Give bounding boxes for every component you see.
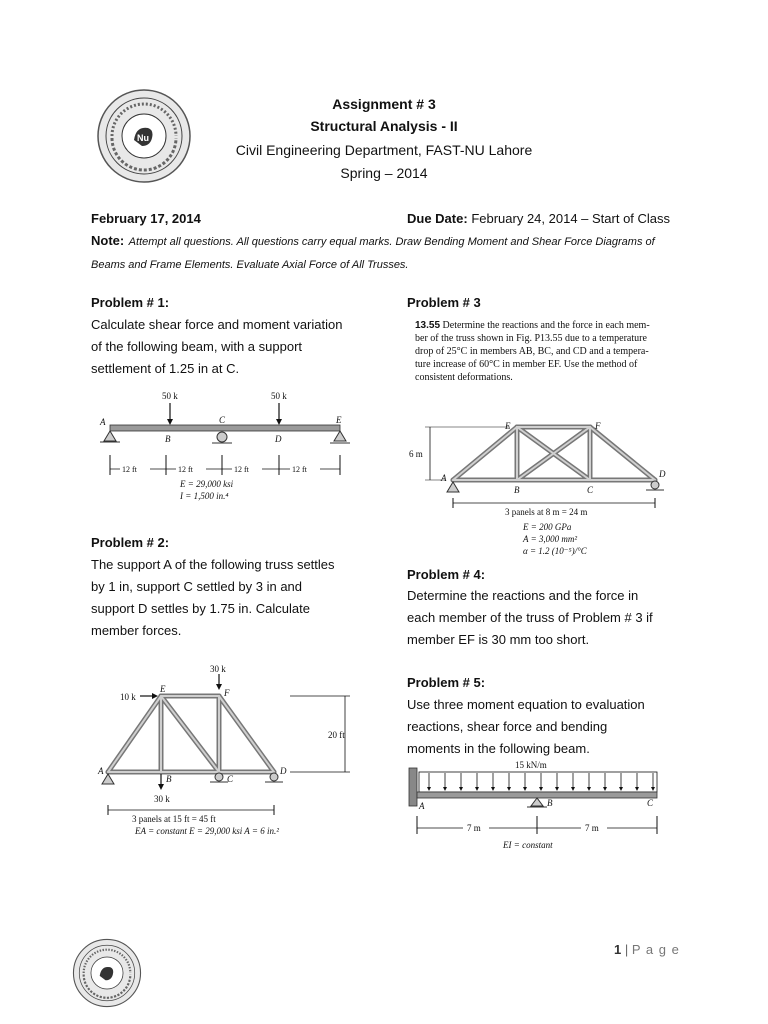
problem5-line: moments in the following beam. <box>407 741 590 756</box>
p3-prop: A = 3,000 mm² <box>523 534 578 544</box>
p3-node-label: A <box>441 473 447 483</box>
p3-height-label: 6 m <box>409 449 423 459</box>
problem2-line: member forces. <box>91 623 182 638</box>
problem4-line: each member of the truss of Problem # 3 if <box>407 610 653 625</box>
p2-props-label: EA = constant E = 29,000 ksi A = 6 in.² <box>135 826 279 836</box>
problem3-line: ber of the truss shown in Fig. P13.55 due to a temperature <box>415 333 647 344</box>
p5-props-label: EI = constant <box>503 840 553 850</box>
due-date-value: February 24, 2014 – Start of Class <box>471 211 671 226</box>
problem2-heading: Problem # 2: <box>91 535 170 550</box>
p2-node-label: F <box>224 688 230 698</box>
p2-height-label: 20 ft <box>328 730 345 740</box>
due-date-label: Due Date: <box>407 211 468 226</box>
problem5-line: reactions, shear force and bending <box>407 719 608 734</box>
problem3-line: ture increase of 60°C in member EF. Use the method of <box>415 359 638 370</box>
problem2-line: support D settles by 1.75 in. Calculate <box>91 601 310 616</box>
p1-prop: E = 29,000 ksi <box>180 479 234 489</box>
p1-node-label: D <box>275 434 282 444</box>
page-number: 1 <box>614 942 622 957</box>
course-title: Structural Analysis - II <box>310 118 458 134</box>
p1-node-label: B <box>165 434 171 444</box>
p3-node-label: E <box>505 421 511 431</box>
p2-panels-label: 3 panels at 15 ft = 45 ft <box>132 814 216 824</box>
problem5-text <box>407 694 678 760</box>
issue-date: February 17, 2014 <box>91 211 201 226</box>
p3-node-label: B <box>514 485 520 495</box>
p2-node-label: C <box>227 774 234 784</box>
problem3-text <box>415 319 685 384</box>
p1-node-label: A <box>100 417 106 427</box>
p2-node-label: D <box>280 766 287 776</box>
p1-span-label: 12 ft <box>178 465 193 474</box>
page-footer: 1 | P a g e <box>614 942 680 957</box>
university-seal-logo-small <box>72 938 142 1008</box>
p3-panels-label: 3 panels at 8 m = 24 m <box>505 507 588 517</box>
problem4-line: Determine the reactions and the force in <box>407 588 639 603</box>
term-line: Spring – 2014 <box>340 165 428 181</box>
p1-span-label: 12 ft <box>122 465 137 474</box>
p2-load-label: 30 k <box>154 794 170 804</box>
p2-node-label: B <box>166 774 172 784</box>
p5-node-label: B <box>547 798 553 808</box>
note-label: Note: <box>91 233 125 248</box>
assignment-title: Assignment # 3 <box>332 96 436 112</box>
problem4-line: member EF is 30 mm too short. <box>407 632 590 647</box>
problem3-line: Determine the reactions and the force in each mem- <box>442 320 650 331</box>
problem3-line: drop of 25°C in members AB, BC, and CD and a tempera- <box>415 346 649 357</box>
p5-span-label: 7 m <box>467 823 481 833</box>
note-line-1: Attempt all questions. All questions carry equal marks. Draw Bending Moment and Shear Force Diagrams of <box>128 236 655 248</box>
note-line-2: Beams and Frame Elements. Evaluate Axial Force of All Trusses. <box>91 259 409 271</box>
problem2-line: by 1 in, support C settled by 3 in and <box>91 579 303 594</box>
problem3-number: 13.55 <box>415 320 441 331</box>
department-line: Civil Engineering Department, FAST-NU Lahore <box>235 142 533 158</box>
problem3-truss-figure <box>405 415 680 565</box>
problem4-text <box>407 585 678 651</box>
problem2-truss-figure <box>90 662 360 842</box>
p1-span-label: 12 ft <box>292 465 307 474</box>
problem1-line: Calculate shear force and moment variation <box>91 317 343 332</box>
p1-load-label: 50 k <box>271 391 287 401</box>
p3-node-label: C <box>587 485 594 495</box>
p1-load-label: 50 k <box>162 391 178 401</box>
problem4-heading: Problem # 4: <box>407 567 486 582</box>
p2-node-label: A <box>98 766 104 776</box>
problem5-beam-figure <box>405 758 665 853</box>
problem2-line: The support A of the following truss settles <box>91 557 335 572</box>
problem1-heading: Problem # 1: <box>91 295 170 310</box>
due-date <box>407 208 670 230</box>
p1-prop: I = 1,500 in.⁴ <box>180 491 229 501</box>
p2-load-label: 30 k <box>210 664 226 674</box>
p1-node-label: C <box>219 415 226 425</box>
note <box>91 230 691 276</box>
problem5-heading: Problem # 5: <box>407 675 486 690</box>
p2-load-label: 10 k <box>120 692 136 702</box>
p3-prop: α = 1.2 (10⁻⁵)/°C <box>523 546 587 556</box>
p2-node-label: E <box>160 684 166 694</box>
p5-node-label: C <box>647 798 654 808</box>
problem2-text <box>91 554 361 642</box>
p1-node-label: E <box>336 415 342 425</box>
page-label: P a g e <box>631 942 680 957</box>
p3-node-label: D <box>659 469 666 479</box>
problem3-heading: Problem # 3 <box>407 295 481 310</box>
p5-node-label: A <box>419 801 425 811</box>
problem3-line-1 <box>415 319 685 332</box>
svg-text:Nu: Nu <box>137 133 149 143</box>
problem1-line: settlement of 1.25 in at C. <box>91 361 240 376</box>
p3-prop: E = 200 GPa <box>523 522 572 532</box>
p1-span-label: 12 ft <box>234 465 249 474</box>
problem1-beam-figure <box>90 385 360 505</box>
problem1-text <box>91 314 361 380</box>
problem3-line: consistent deformations. <box>415 372 513 383</box>
p5-span-label: 7 m <box>585 823 599 833</box>
problem5-line: Use three moment equation to evaluation <box>407 697 645 712</box>
p3-node-label: F <box>595 421 601 431</box>
problem1-line: of the following beam, with a support <box>91 339 303 354</box>
p5-load-label: 15 kN/m <box>515 760 547 770</box>
